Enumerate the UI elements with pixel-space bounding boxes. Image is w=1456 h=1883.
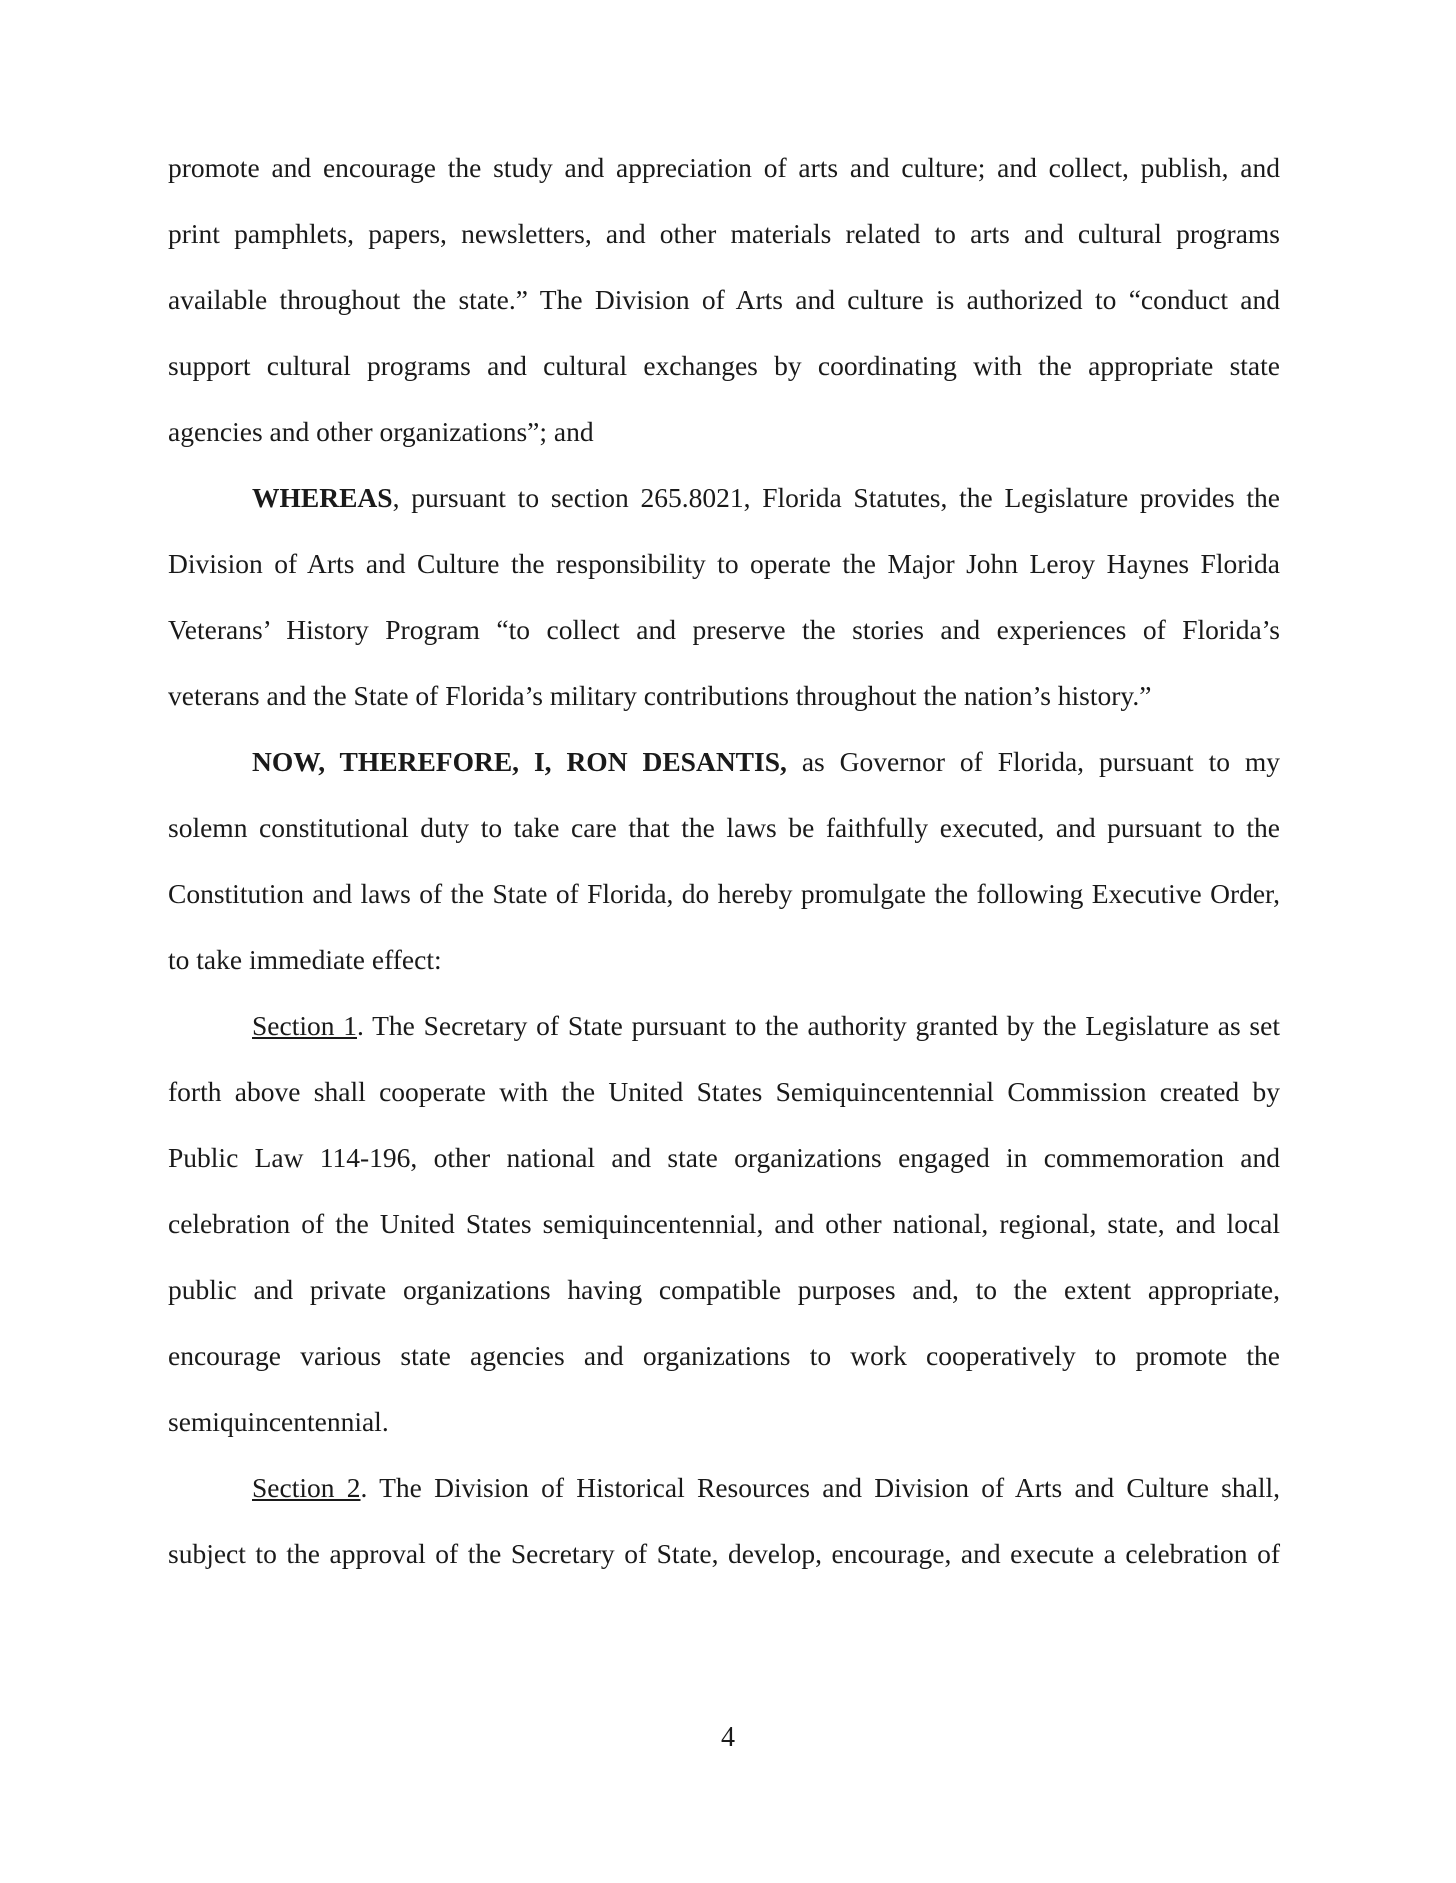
line-text: support cultural programs and cultural exchanges by coordinating with the appropriate state [168, 350, 1280, 381]
line-text: print pamphlets, papers, newsletters, and other materials related to arts and cultural programs [168, 218, 1280, 249]
line-text: veterans and the State of Florida’s military contributions throughout the nation’s history.” [168, 680, 1152, 711]
text-line [168, 1463, 1280, 1529]
line-text: Public Law 114-196, other national and state organizations engaged in commemoration and [168, 1142, 1280, 1173]
line-text: celebration of the United States semiquincentennial, and other national, regional, state, and local [168, 1208, 1280, 1239]
line-text: . The Division of Historical Resources and Division of Arts and Culture shall, [360, 1472, 1280, 1503]
text-line [168, 275, 1280, 341]
line-text: semiquincentennial. [168, 1406, 389, 1437]
text-line [168, 407, 1280, 473]
text-line [168, 539, 1280, 605]
paragraph [168, 1463, 1280, 1595]
document-body [168, 143, 1280, 1595]
text-line [168, 1199, 1280, 1265]
text-line [168, 803, 1280, 869]
line-text: to take immediate effect: [168, 944, 442, 975]
bold-lead-in: WHEREAS [252, 482, 393, 513]
line-text: , pursuant to section 265.8021, Florida Statutes, the Legislature provides the [392, 482, 1280, 513]
text-line [168, 869, 1280, 935]
text-line [168, 1529, 1280, 1595]
text-line [168, 1067, 1280, 1133]
text-line [168, 143, 1280, 209]
paragraph [168, 143, 1280, 473]
section-heading: Section 1 [252, 1010, 357, 1041]
text-line [168, 1397, 1280, 1463]
section-heading: Section 2 [252, 1472, 361, 1503]
text-line [168, 671, 1280, 737]
paragraph [168, 473, 1280, 737]
text-line [168, 473, 1280, 539]
text-line [168, 1001, 1280, 1067]
text-line [168, 737, 1280, 803]
line-text: Division of Arts and Culture the responsibility to operate the Major John Leroy Haynes Florida [168, 548, 1280, 579]
line-text: agencies and other organizations”; and [168, 416, 594, 447]
bold-lead-in: NOW, THEREFORE, I, RON DESANTIS, [252, 746, 787, 777]
line-text: solemn constitutional duty to take care that the laws be faithfully executed, and pursuant to the [168, 812, 1280, 843]
line-text: subject to the approval of the Secretary of State, develop, encourage, and execute a celebration of [168, 1538, 1280, 1569]
line-text: as Governor of Florida, pursuant to my [786, 746, 1281, 777]
text-line [168, 1331, 1280, 1397]
paragraph [168, 737, 1280, 1001]
text-line [168, 605, 1280, 671]
text-line [168, 1265, 1280, 1331]
line-text: available throughout the state.” The Division of Arts and culture is authorized to “conduct and [168, 284, 1280, 315]
line-text: encourage various state agencies and organizations to work cooperatively to promote the [168, 1340, 1280, 1371]
line-text: promote and encourage the study and appreciation of arts and culture; and collect, publish, and [168, 152, 1280, 183]
paragraph [168, 1001, 1280, 1463]
text-line [168, 1133, 1280, 1199]
line-text: Constitution and laws of the State of Florida, do hereby promulgate the following Executive Order, [168, 878, 1280, 909]
text-line [168, 209, 1280, 275]
line-text: Veterans’ History Program “to collect and preserve the stories and experiences of Florida’s [168, 614, 1280, 645]
text-line [168, 935, 1280, 1001]
text-line [168, 341, 1280, 407]
page-number: 4 [721, 1722, 735, 1753]
line-text: . The Secretary of State pursuant to the authority granted by the Legislature as set [356, 1010, 1280, 1041]
line-text: forth above shall cooperate with the United States Semiquincentennial Commission created by [168, 1076, 1280, 1107]
line-text: public and private organizations having compatible purposes and, to the extent appropriate, [168, 1274, 1280, 1305]
